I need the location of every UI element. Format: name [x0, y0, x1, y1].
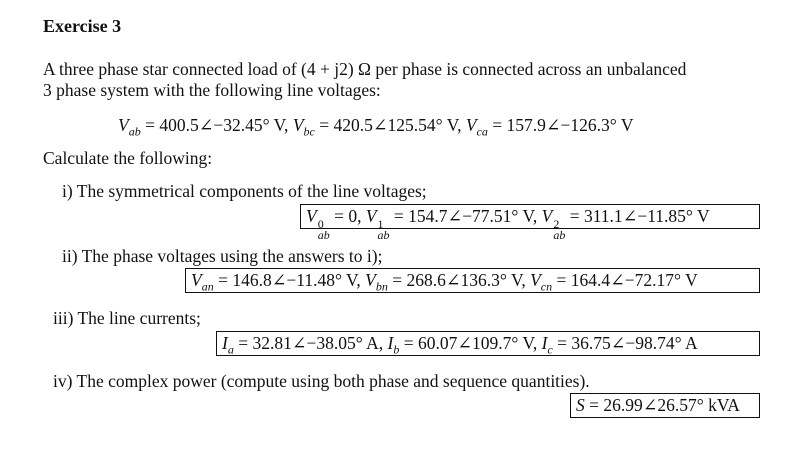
item-3-answer-box: $I_a$ = 32.81∠−38.05° A, $I_b$ = 60.07∠109.7° V, $I_c$ = 36.75∠−98.74° A: [216, 331, 760, 356]
intro-line-1: A three phase star connected load of (4 + j2) Ω per phase is connected across an unbalanced: [43, 59, 687, 79]
van-value: = 146.8∠−11.48° V,: [218, 270, 361, 290]
v0-value: = 0,: [334, 206, 362, 226]
vcn-value: = 164.4∠−72.17° V: [556, 270, 698, 290]
item-4-label: iv) The complex power (compute using both phase and sequence quantities).: [53, 371, 590, 391]
intro-line-2: 3 phase system with the following line voltages:: [43, 80, 381, 100]
calculate-label: Calculate the following:: [43, 148, 213, 168]
item-1-label: i) The symmetrical components of the line voltages;: [62, 181, 427, 201]
exercise-title: Exercise 3: [43, 16, 122, 36]
item-2-answer-box: $V_{an}$ = 146.8∠−11.48° V, $V_{bn}$ = 268.6∠136.3° V, $V_{cn}$ = 164.4∠−72.17° V: [185, 268, 760, 293]
item-3-label: iii) The line currents;: [53, 308, 201, 328]
item-4-answer-box: S = 26.99∠26.57° kVA: [570, 393, 760, 418]
s-value: = 26.99∠26.57° kVA: [589, 395, 740, 415]
ia-value: = 32.81∠−38.05° A,: [238, 333, 384, 353]
item-2-label: ii) The phase voltages using the answers to i);: [62, 246, 383, 266]
ib-value: = 60.07∠109.7° V,: [403, 333, 538, 353]
v2-value: = 311.1∠−11.85° V: [569, 206, 710, 226]
ic-value: = 36.75∠−98.74° A: [557, 333, 698, 353]
vbc-value: 420.5∠125.54° V,: [333, 115, 462, 135]
item-1-answer-box: V 0 ab = 0, V 1 ab = 154.7∠−77.51° V, V 2 ab = 311.1∠−11.85° V: [300, 204, 760, 229]
vab-value: 400.5∠−32.45° V,: [159, 115, 289, 135]
v1-value: = 154.7∠−77.51° V,: [393, 206, 538, 226]
line-voltages-equation: $V_{ab}$ = 400.5∠−32.45° V, $V_{bc}$ = 420.5∠125.54° V, $V_{ca}$ = 157.9∠−126.3° V: [118, 115, 634, 139]
vca-value: 157.9∠−126.3° V: [506, 115, 634, 135]
vbn-value: = 268.6∠136.3° V,: [392, 270, 526, 290]
